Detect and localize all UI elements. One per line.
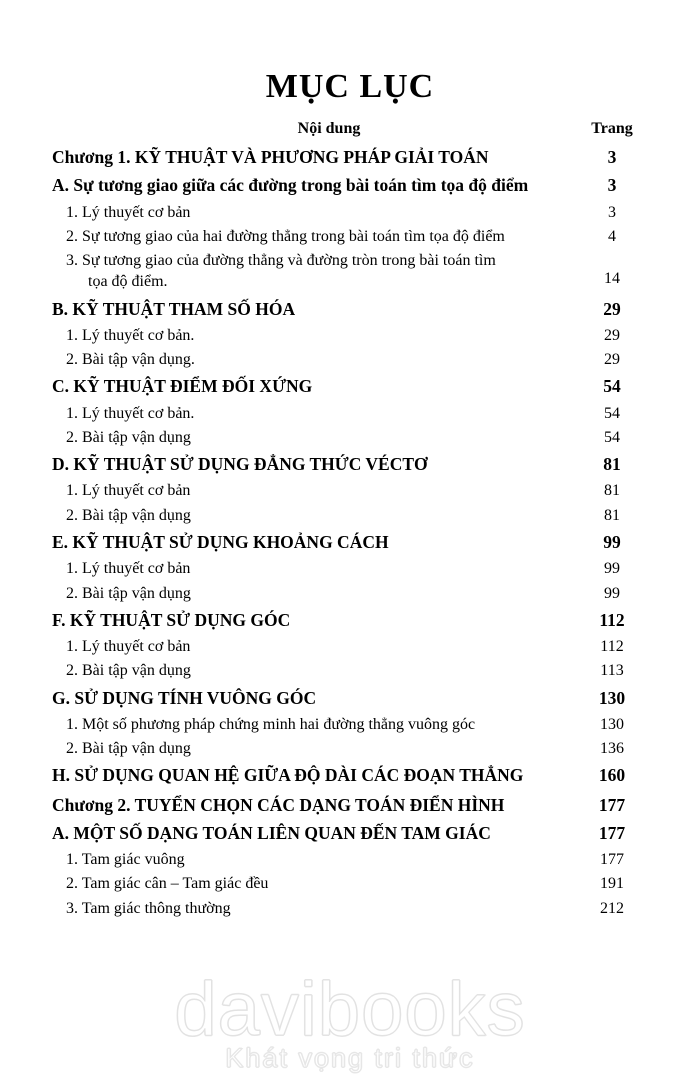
toc-row[interactable] [52,202,648,223]
toc-entry-label: 1. Lý thuyết cơ bản [66,560,191,578]
toc-entry-page-number: 113 [600,662,624,680]
toc-entry-page-number: 99 [604,584,620,602]
toc-entry-label: 2. Tam giác cân – Tam giác đều [66,875,269,893]
toc-entry-page-number: 177 [600,851,624,869]
toc-entry-page-number: 160 [598,765,626,786]
toc-entry-label: 2. Bài tập vận dụng [66,662,191,680]
toc-entry-page-number: 4 [608,227,616,245]
toc-entry-label: 2. Bài tập vận dụng [66,584,191,602]
toc-row[interactable] [52,687,648,710]
toc-entry-page-number: 54 [603,376,621,397]
toc-column-headers [52,120,648,138]
toc-entry-page-number: 81 [603,454,621,475]
toc-row[interactable] [52,873,648,894]
toc-row[interactable] [52,898,648,919]
toc-row[interactable] [52,531,648,554]
toc-row[interactable] [52,714,648,735]
toc-entry-label: B. KỸ THUẬT THAM SỐ HÓA [52,298,296,319]
toc-entry-label: 1. Tam giác vuông [66,851,185,869]
toc-entry-label: C. KỸ THUẬT ĐIỂM ĐỐI XỨNG [52,376,313,397]
toc-entry-label: 2. Bài tập vận dụng [66,428,191,446]
toc-entry-page-number: 130 [598,687,626,708]
toc-row[interactable] [52,349,648,370]
toc-entry-page-number: 112 [599,609,625,630]
toc-row[interactable] [52,146,648,169]
toc-entry-page-number: 99 [603,531,621,552]
toc-entry-label: 1. Lý thuyết cơ bản [66,638,191,656]
toc-row[interactable] [52,738,648,759]
toc-row[interactable] [52,174,648,197]
toc-entry-page-number: 81 [604,482,620,500]
toc-row[interactable] [52,250,648,293]
toc-entry-page-number: 191 [600,875,624,893]
toc-row[interactable] [52,427,648,448]
toc-entry-page-number: 29 [603,298,621,319]
column-header-content: Nội dung [297,120,361,137]
toc-entry-page-number: 99 [604,560,620,578]
toc-row[interactable] [52,660,648,681]
toc-entry-label: 2. Bài tập vận dụng. [66,351,195,369]
toc-entry-label: 1. Một số phương pháp chứng minh hai đường thẳng vuông góc [66,715,476,733]
watermark-brand: davibooks [174,966,526,1052]
toc-row[interactable] [52,375,648,398]
toc-entry-label: 1. Lý thuyết cơ bản [66,203,191,221]
toc-row[interactable] [52,453,648,476]
toc-entry-label: Chương 2. TUYỂN CHỌN CÁC DẠNG TOÁN ĐIỂN HÌNH [52,794,505,815]
toc-entry-page-number: 54 [604,404,620,422]
toc-entry-page-number: 177 [598,794,626,815]
toc-row[interactable] [52,226,648,247]
toc-entry-label-continued: tọa độ điểm. [88,273,168,291]
watermark [0,966,700,1074]
toc-entry-page-number: 81 [604,506,620,524]
column-header-page: Trang [591,120,633,137]
toc-entry-page-number: 130 [600,715,624,733]
toc-entry-page-number: 112 [600,638,624,656]
toc-row[interactable] [52,505,648,526]
toc-row[interactable] [52,558,648,579]
toc-entry-label: Chương 1. KỸ THUẬT VÀ PHƯƠNG PHÁP GIẢI TOÁN [52,147,489,167]
toc-entry-label: 2. Bài tập vận dụng [66,740,191,758]
toc-entry-label: 2. Sự tương giao của hai đường thẳng trong bài toán tìm tọa độ điểm [66,227,505,245]
toc-row[interactable] [52,480,648,501]
toc-entry-label: F. KỸ THUẬT SỬ DỤNG GÓC [52,609,291,630]
toc-entry-page-number: 3 [607,147,617,167]
watermark-tagline: Khát vọng tri thức [225,1043,475,1073]
toc-entry-page-number: 54 [604,428,620,446]
toc-entry-label: H. SỬ DỤNG QUAN HỆ GIỮA ĐỘ DÀI CÁC ĐOẠN THẲNG [52,765,524,786]
toc-entry-label: D. KỸ THUẬT SỬ DỤNG ĐẲNG THỨC VÉCTƠ [52,454,428,475]
toc-entry-page-number: 3 [608,203,616,221]
toc-row[interactable] [52,325,648,346]
toc-row[interactable] [52,636,648,657]
toc-row[interactable] [52,609,648,632]
toc-entry-label: 1. Lý thuyết cơ bản. [66,326,195,344]
toc-entry-page-number: 29 [604,326,620,344]
toc-entry-page-number: 136 [600,740,624,758]
toc-row[interactable] [52,822,648,845]
toc-entry-label: E. KỸ THUẬT SỬ DỤNG KHOẢNG CÁCH [52,531,389,552]
toc-entry-page-number: 3 [607,175,617,196]
toc-entry-label: A. MỘT SỐ DẠNG TOÁN LIÊN QUAN ĐẾN TAM GIÁC [52,822,491,843]
toc-entry-label: 2. Bài tập vận dụng [66,506,191,524]
toc-row[interactable] [52,583,648,604]
toc-entry-label: 1. Lý thuyết cơ bản [66,482,191,500]
toc-row[interactable] [52,794,648,817]
toc-entry-page-number: 14 [604,270,620,288]
toc-entry-label: A. Sự tương giao giữa các đường trong bài toán tìm tọa độ điểm [52,175,529,196]
page-title: MỤC LỤC [265,68,435,105]
toc-row[interactable] [52,403,648,424]
toc-entry-label: 3. Sự tương giao của đường thẳng và đường tròn trong bài toán tìm tọa độ điểm. [52,250,576,293]
toc-row[interactable] [52,764,648,787]
table-of-contents [52,146,648,919]
toc-entry-label: G. SỬ DỤNG TÍNH VUÔNG GÓC [52,687,317,708]
toc-entry-page-number: 212 [600,899,624,917]
toc-entry-page-number: 177 [598,822,626,843]
toc-row[interactable] [52,849,648,870]
toc-row[interactable] [52,298,648,321]
toc-entry-page-number: 29 [604,351,620,369]
toc-entry-label: 1. Lý thuyết cơ bản. [66,404,195,422]
toc-entry-label: 3. Tam giác thông thường [66,899,231,917]
